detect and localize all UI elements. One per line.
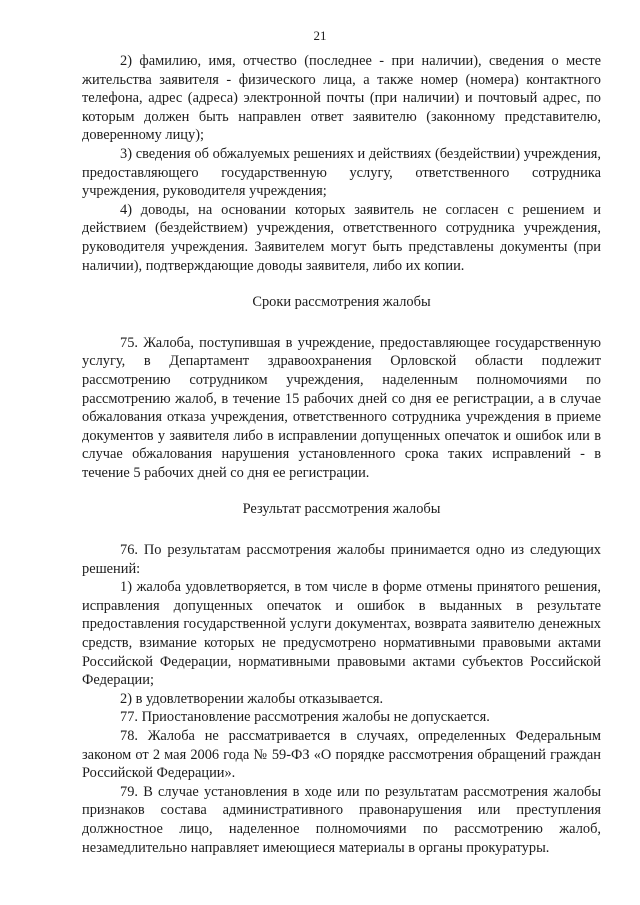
paragraph-75: 75. Жалоба, поступившая в учреждение, предоставляющее государственную услугу, в Департамент здравоохранения Орловской области подлежит рассмотрению сотрудником учреждения, наделенным полномочиями по рассмотрению жалоб, в течение 15 рабочих дней со дня ее регистрации, а в случае обжалования отказа учреждения, ответственного сотрудника учреждения в приеме документов у заявителя либо в исправлении допущенных опечаток и ошибок или в случае обжалования нарушения установленного срока таких исправлений - в течение 5 рабочих дней со дня ее регистрации. [82, 334, 601, 481]
paragraph-item-4: 4) доводы, на основании которых заявитель не согласен с решением и действием (бездействием) учреждения, ответственного сотрудника учреждения, руководителя учреждения. Заявителем могут быть представлены документы (при наличии), подтверждающие доводы заявителя, либо их копии. [82, 201, 601, 274]
paragraph-76: 76. По результатам рассмотрения жалобы принимается одно из следующих решений: [82, 542, 601, 577]
paragraph-77: 77. Приостановление рассмотрения жалобы не допускается. [120, 709, 490, 726]
section-heading-complaint-terms: Сроки рассмотрения жалобы [252, 294, 431, 311]
paragraph-76-item-2: 2) в удовлетворении жалобы отказывается. [120, 690, 384, 707]
document-body [82, 52, 601, 857]
section-heading-complaint-result: Результат рассмотрения жалобы [242, 501, 441, 518]
paragraph-item-3: 3) сведения об обжалуемых решениях и действиях (бездействии) учреждения, предоставляющего государственную услугу, ответственного сотрудника учреждения, руководителя учреждения; [82, 145, 601, 200]
paragraph-item-2: 2) фамилию, имя, отчество (последнее - при наличии), сведения о месте жительства заявителя - физического лица, а также номер (номера) контактного телефона, адрес (адреса) электронной почты (при наличии) и почтовый адрес, по которым должен быть направлен ответ заявителю (законному представителю, доверенному лицу); [82, 53, 601, 144]
paragraph-79: 79. В случае установления в ходе или по результатам рассмотрения жалобы признаков состава административного правонарушения или преступления должностное лицо, наделенное полномочиями по рассмотрению жалоб, незамедлительно направляет имеющиеся материалы в органы прокуратуры. [82, 783, 601, 856]
paragraph-76-item-1: 1) жалоба удовлетворяется, в том числе в форме отмены принятого решения, исправления допущенных опечаток и ошибок в выданных в результате предоставления государственной услуги документах, возврата заявителю денежных средств, взимание которых не предусмотрено нормативными правовыми актами Российской Федерации, нормативными правовыми актами субъектов Российской Федерации; [82, 579, 601, 689]
page-number: 21 [313, 28, 327, 43]
paragraph-78: 78. Жалоба не рассматривается в случаях, определенных Федеральным законом от 2 мая 2006 года № 59-ФЗ «О порядке рассмотрения обращений граждан Российской Федерации». [82, 728, 601, 782]
